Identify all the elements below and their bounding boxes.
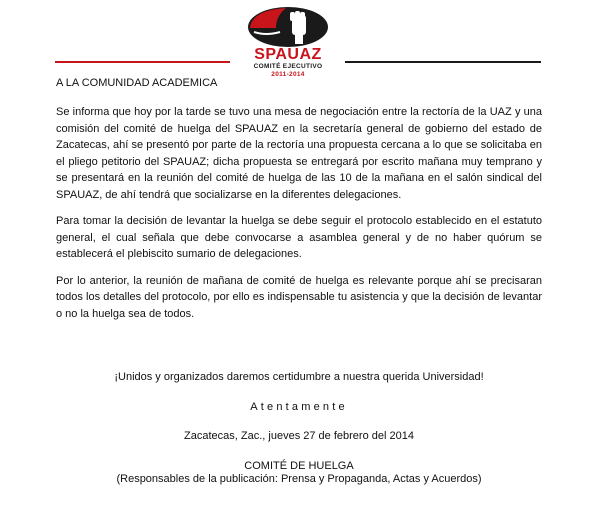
committee-signature: COMITÉ DE HUELGA <box>244 460 354 472</box>
addressee: A LA COMUNIDAD ACADEMICA <box>56 77 218 89</box>
place-date: Zacatecas, Zac., jueves 27 de febrero del 2014 <box>184 430 414 442</box>
header-rule-left <box>55 61 230 63</box>
paragraph-3: Por lo anterior, la reunión de mañana de comité de huelga es relevante porque ahí se precisaran todos los detalles del protocolo, por ello es indispensable tu asistencia y que la decisión de levantar o no la huelga sea de todos. <box>56 274 542 320</box>
responsible-note: (Responsables de la publicación: Prensa y Propaganda, Actas y Acuerdos) <box>116 473 482 485</box>
letter-body <box>56 104 542 332</box>
paragraph-2: Para tomar la decisión de levantar la huelga se debe seguir el protocolo establecido en el estatuto general, el cual señala que debe convocarse a asamblea general y de no haber quórum se establecerá el plebiscito sumario de delegaciones. <box>56 215 542 260</box>
letterhead <box>0 0 592 86</box>
header-rule-right <box>345 61 541 63</box>
logo-subtitle: COMITÉ EJECUTIVO <box>253 63 323 70</box>
slogan: ¡Unidos y organizados daremos certidumbre a nuestra querida Universidad! <box>114 371 484 383</box>
paragraph-1: Se informa que hoy por la tarde se tuvo una mesa de negociación entre la rectoría de la UAZ y una comisión del comité de huelga del SPAUAZ en la secretaría general de gobierno del estado de Zacatecas, ahí se presentó por parte de la rectoría una propuesta cercana a lo que se solicitaba en el pliego petitorio del SPAUAZ; dicha propuesta se entregará por escrito mañana muy temprano y se presentará en la reunión del comité de huelga de las 10 de la mañana en el salón sindical del SPAUAZ, de ahí tendrá que socializarse en la diferentes delegaciones. <box>56 106 542 201</box>
logo-name: SPAUAZ <box>254 46 322 63</box>
regards: Atentamente <box>250 401 348 413</box>
spauaz-logo <box>236 6 340 88</box>
raised-fist-icon <box>246 6 330 48</box>
logo-years: 2011-2014 <box>271 71 305 78</box>
